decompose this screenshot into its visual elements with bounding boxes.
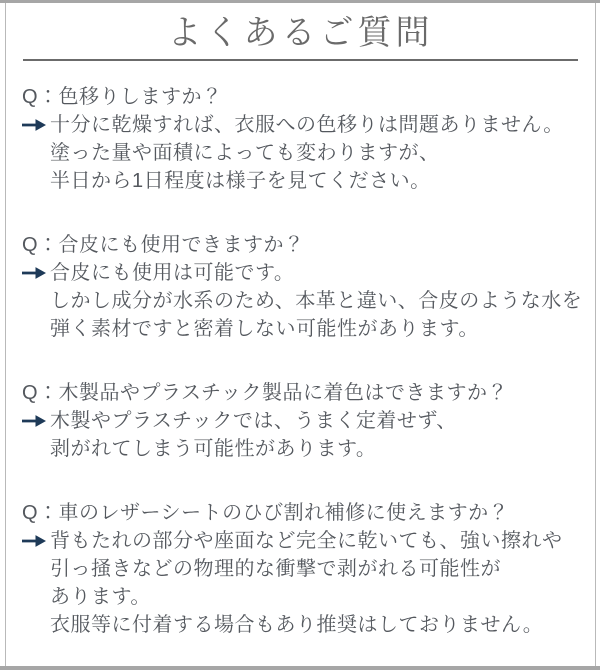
faq-answer: [50, 527, 579, 639]
faq-question: Q：合皮にも使用できますか？: [22, 234, 305, 256]
faq-answer-line: 背もたれの部分や座面など完全に乾いても、強い擦れや: [50, 530, 563, 552]
answer-right-arrow-icon: [22, 534, 50, 548]
faq-item: [22, 231, 583, 343]
faq-answer: [50, 407, 579, 463]
answer-right-arrow-icon: [22, 266, 50, 280]
faq-answer-row: [22, 527, 579, 639]
faq-answer-line: 塗った量や面積によっても変わりますが、: [50, 142, 440, 164]
title-divider: [23, 59, 578, 61]
faq-answer: [50, 111, 579, 195]
faq-answer: [50, 259, 582, 343]
faq-item: [22, 499, 579, 639]
faq-answer-line: あります。: [50, 586, 151, 608]
faq-answer-line: 剥がれてしまう可能性があります。: [50, 438, 377, 460]
faq-answer-line: 衣服等に付着する場合もあり推奨はしておりません。: [50, 614, 544, 636]
faq-answer-line: 半日から1日程度は様子を見てください。: [50, 170, 431, 192]
faq-item: [22, 379, 579, 463]
answer-right-arrow-icon: [22, 118, 50, 132]
faq-answer-line: しかし成分が水系のため、本革と違い、合皮のような水を: [50, 290, 583, 312]
faq-question: Q：車のレザーシートのひび割れ補修に使えますか？: [22, 502, 510, 524]
faq-answer-line: 引っ掻きなどの物理的な衝撃で剥がれる可能性が: [50, 558, 501, 580]
faq-list: [22, 83, 583, 639]
answer-right-arrow-icon: [22, 414, 50, 428]
faq-answer-line: 合皮にも使用は可能です。: [50, 262, 295, 284]
faq-item: [22, 83, 579, 195]
page-title: よくあるご質問: [167, 14, 434, 52]
faq-answer-line: 弾く素材ですと密着しない可能性があります。: [50, 318, 479, 340]
faq-answer-line: 十分に乾燥すれば、衣服への色移りは問題ありません。: [50, 114, 564, 136]
faq-answer-row: [22, 259, 583, 343]
faq-answer-row: [22, 407, 579, 463]
faq-answer-row: [22, 111, 579, 195]
faq-content-frame: [5, 3, 596, 666]
faq-question: Q：木製品やプラスチック製品に着色はできますか？: [22, 382, 508, 404]
faq-question: Q：色移りしますか？: [22, 86, 223, 108]
faq-answer-line: 木製やプラスチックでは、うまく定着せず、: [50, 410, 457, 432]
